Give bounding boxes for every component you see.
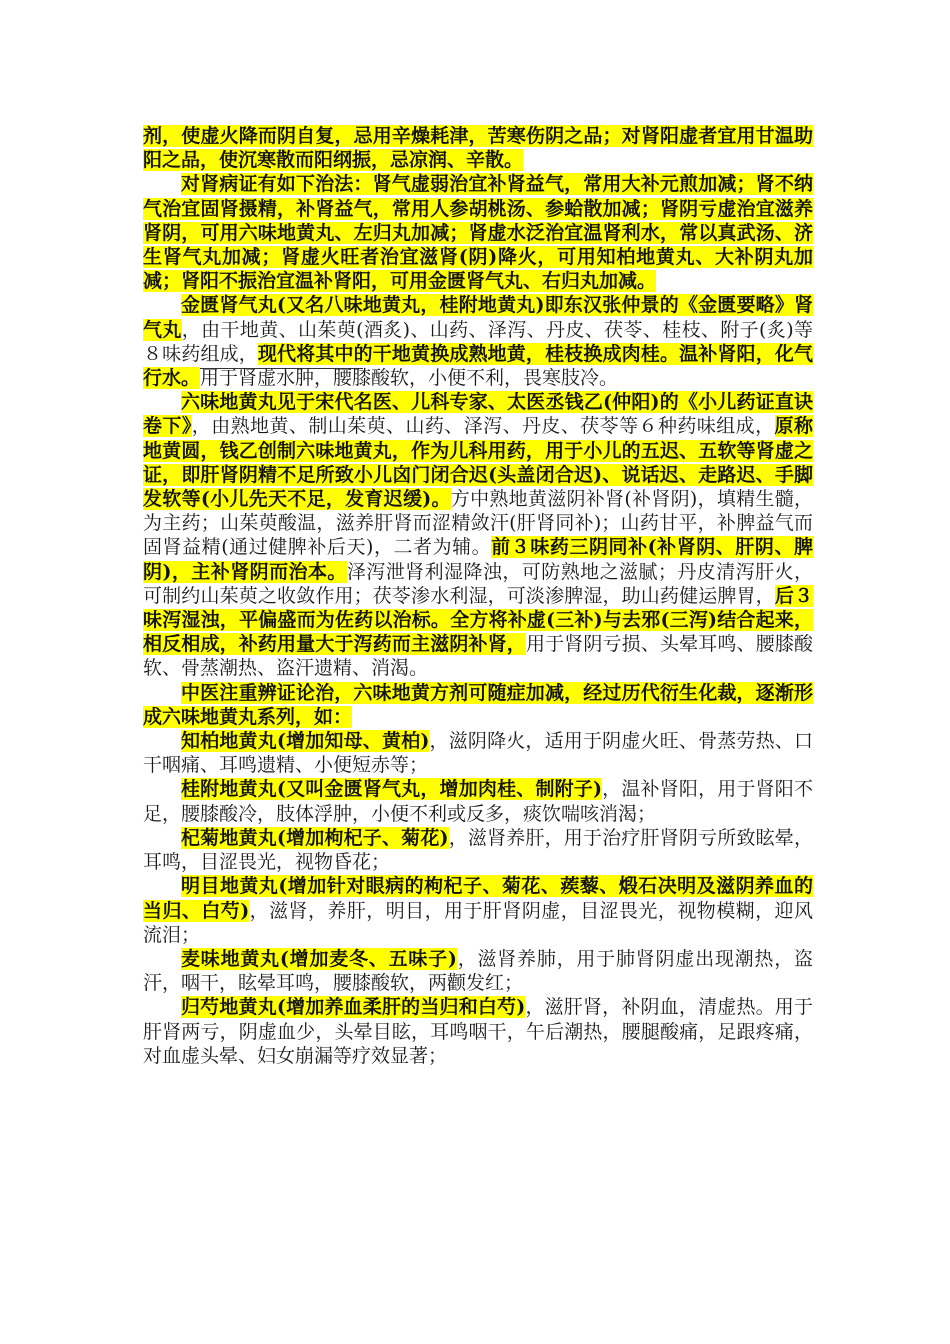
paragraph [143,874,813,947]
body-text: ，滋肾，养肝，明目，用于肝肾阴虚，目涩畏光，视物模糊，迎风流泪； [143,899,813,946]
highlighted-text: 后３味泻湿浊，平偏盛而为佐药以治标。全方将补虚(三补)与去邪(三泻)结合起来，相反相成，补药用量大于泻药而主滋阴补肾， [143,584,813,656]
body-text: ，滋阴降火，适用于阴虚火旺、骨蒸劳热、口干咽痛、耳鸣遗精、小便短赤等； [143,730,813,777]
body-text: ，滋肝肾，补阴血，清虚热。用于肝肾两亏，阴虚血少，头晕目眩，耳鸣咽干，午后潮热，腰腿酸痛，足跟疼痛，对血虚头晕、妇女崩漏等疗效显著； [143,996,813,1067]
body-text: ，滋肾养肝，用于治疗肝肾阴亏所致眩晕，耳鸣，目涩畏光，视物昏花； [143,826,813,874]
paragraph [143,124,813,172]
highlighted-text: 对肾病证有如下治法：肾气虚弱治宜补肾益气，常用大补元煎加减；肾不纳气治宜固肾摄精，补肾益气，常用人参胡桃汤、参蛤散加减；肾阴亏虚治宜滋养肾阴，可用六味地黄丸、左归丸加减；肾虚水泛治宜温肾利水，常以真武汤、济生肾气丸加减；肾虚火旺者治宜滋肾(阴)降火，可用知柏地黄丸、大补阴丸加减；肾阳不振治宜温补肾阳，可用金匮肾气丸、右归丸加减。 [143,173,813,293]
paragraph [143,995,813,1068]
highlighted-text: 六味地黄丸见于宋代名医、儿科专家、太医丞钱乙(仲阳)的《小儿药证直诀卷下》 [143,391,813,438]
highlighted-text: 剂，使虚火降而阴自复，忌用辛燥耗津，苦寒伤阴之品；对肾阳虚者宜用甘温助阳之品，使沉寒散而阳纲振，忌凉润、辛散。 [143,125,813,172]
highlighted-text: 前３味药三阴同补(补肾阴、肝阴、脾阴)，主补肾阴而治本。 [143,536,813,583]
document-body [143,124,813,1068]
paragraph [143,390,813,680]
paragraph [143,826,813,874]
highlighted-text: 金匮肾气丸(又名八味地黄丸，桂附地黄丸)即东汉张仲景的《金匮要略》肾气丸 [143,294,813,341]
highlighted-text: 现代将其中的干地黄换成熟地黄，桂枝换成肉桂。温补肾阳，化气行水。 [143,342,813,390]
body-text: 方中熟地黄滋阴补肾(补肾阴)，填精生髓，为主药；山茱萸酸温，滋养肝肾而涩精敛汗(肝肾同补)；山药甘平，补脾益气而固肾益精(通过健脾补后天)，二者为辅。 [143,488,814,559]
paragraph [143,293,813,390]
body-text: ，温补肾阳，用于肾阳不足，腰膝酸冷，肢体浮肿，小便不利或反多，痰饮喘咳消渴； [143,778,813,825]
body-text: ，滋肾养肺，用于肺肾阴虚出现潮热，盗汗，咽干，眩晕耳鸣，腰膝酸软，两颧发红； [143,947,813,995]
highlighted-text: 明目地黄丸(增加针对眼病的枸杞子、菊花、蒺藜、煅石决明及滋阴养血的当归、白芍) [143,875,813,922]
highlighted-text: 杞菊地黄丸(增加枸杞子、菊花) [181,826,449,849]
body-text: ，由干地黄、山茱萸(酒炙)、山药、泽泻、丹皮、茯苓、桂枝、附子(炙)等８味药组成， [143,318,813,365]
paragraph [143,172,813,293]
body-text: ，由熟地黄、制山茱萸、山药、泽泻、丹皮、茯苓等６种药味组成， [191,415,775,438]
paragraph [143,729,813,777]
body-text: 用于肾虚水肿，腰膝酸软，小便不利，畏寒肢冷。 [200,367,619,390]
highlighted-text: 归芍地黄丸(增加养血柔肝的当归和白芍) [181,996,526,1019]
paragraph [143,681,813,729]
highlighted-text: 原称地黄圆，钱乙创制六味地黄丸，作为儿科用药，用于小儿的五迟、五软等肾虚之证，即肝肾阴精不足所致小儿囟门闭合迟(头盖闭合迟)、说话迟、走路迟、手脚发软等(小儿先天不足，发育迟缓)。 [143,415,813,511]
body-text: 泽泻泄肾利湿降浊，可防熟地之滋腻；丹皮清泻肝火，可制约山茱萸之收敛作用；茯苓渗水利湿，可淡渗脾湿，助山药健运脾胃， [143,560,813,607]
highlighted-text: 桂附地黄丸(又叫金匮肾气丸，增加肉桂、制附子) [181,778,602,801]
paragraph [143,947,813,995]
highlighted-text: 中医注重辨证论治，六味地黄方剂可随症加减，经过历代衍生化裁，逐渐形成六味地黄丸系列，如： [143,681,813,728]
highlighted-text: 知柏地黄丸(增加知母、黄柏) [181,730,430,753]
body-text: 用于肾阴亏损、头晕耳鸣、腰膝酸软、骨蒸潮热、盗汗遗精、消渴。 [143,633,813,680]
paragraph [143,777,813,825]
highlighted-text: 麦味地黄丸(增加麦冬、五味子) [181,947,457,970]
